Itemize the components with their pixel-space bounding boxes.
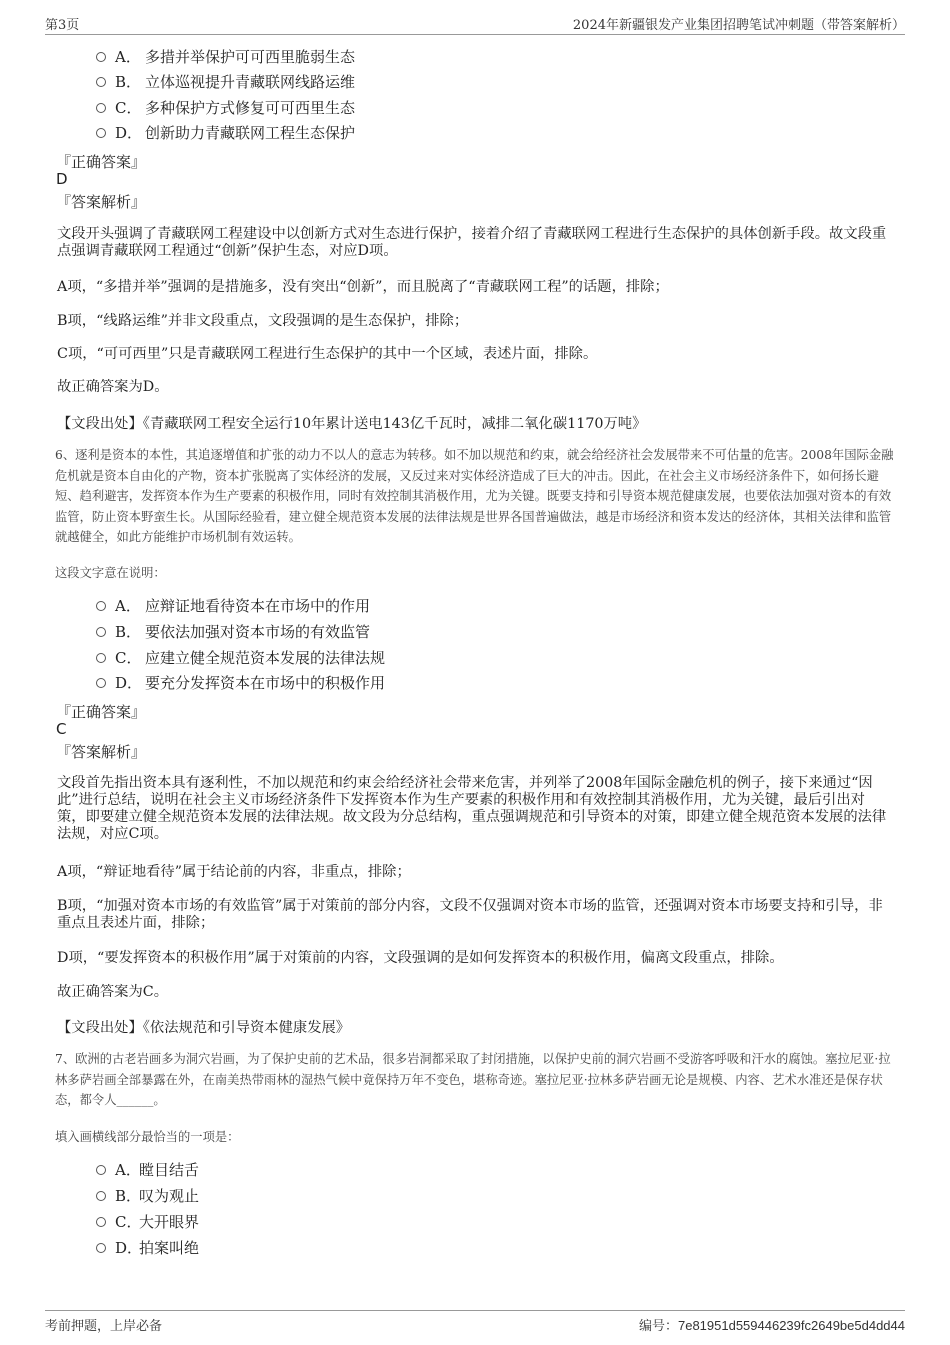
q6-analysis-p5: 故正确答案为C。 <box>57 984 169 1000</box>
q6-option-c[interactable]: C． 应建立健全规范资本发展的法律法规 <box>96 647 385 669</box>
q6-option-a[interactable]: A． 应辩证地看待资本在市场中的作用 <box>96 595 370 617</box>
q6-option-b[interactable]: B． 要依法加强对资本市场的有效监管 <box>96 621 370 643</box>
q5-option-a[interactable]: A． 多措并举保护可可西里脆弱生态 <box>96 46 355 68</box>
q6-option-d[interactable]: D． 要充分发挥资本在市场中的积极作用 <box>96 672 385 694</box>
q6-analysis-p4: D项，“要发挥资本的积极作用”属于对策前的内容，文段强调的是如何发挥资本的积极作用，偏离文段重点，排除。 <box>57 950 784 966</box>
radio-icon[interactable] <box>96 1243 106 1253</box>
q7-option-a[interactable]: A．瞠目结舌 <box>96 1159 199 1181</box>
q5-answer: D <box>56 170 68 188</box>
radio-icon[interactable] <box>96 653 106 663</box>
q5-analysis-p4: C项，“可可西里”只是青藏联网工程进行生态保护的其中一个区域，表述片面，排除。 <box>57 346 598 362</box>
q5-analysis-p5: 故正确答案为D。 <box>57 379 169 395</box>
q6-question: 6、逐利是资本的本性，其追逐增值和扩张的动力不以人的意志为转移。如不加以规范和约束，就会给经济社会发展带来不可估量的危害。2008年国际金融危机就是资本自由化的产物，资本扩张脱离了实体经济的发展，又反过来对实体经济造成了巨大的冲击。因此，在社会主义市场经济条件下，如何扬长避短、趋利避害，发挥资本作为生产要素的积极作用，同时有效控制其消极作用，尤为关键。既要支持和引导资本规范健康发展，也要依法加强对资本的有效监管，防止资本野蛮生长。从国际经验看，建立健全规范资本发展的法律法规是世界各国普遍做法，越是市场经济和资本发达的经济体，其相关法律和监管就越健全，如此方能维护市场机制有效运转。 <box>55 448 894 544</box>
q6-analysis-label: 『答案解析』 <box>56 743 147 761</box>
q6-analysis-p3: B项，“加强对资本市场的有效监管”属于对策前的部分内容，文段不仅强调对资本市场的监管，还强调对资本市场要支持和引导，非重点且表述片面，排除； <box>57 898 883 931</box>
q5-analysis-p2: A项，“多措并举”强调的是措施多，没有突出“创新”，而且脱离了“青藏联网工程”的话题，排除； <box>57 279 669 295</box>
q5-answer-label: 『正确答案』 <box>56 153 147 171</box>
q6-answer-label: 『正确答案』 <box>56 703 147 721</box>
q5-option-c[interactable]: C． 多种保护方式修复可可西里生态 <box>96 97 355 119</box>
q5-option-d[interactable]: D． 创新助力青藏联网工程生态保护 <box>96 122 355 144</box>
q7-question: 7、欧洲的古老岩画多为洞穴岩画，为了保护史前的艺术品，很多岩洞都采取了封闭措施，以保护史前的洞穴岩画不受游客呼吸和汗水的腐蚀。塞拉尼亚·拉林多萨岩画全部暴露在外，在南美热带雨林的湿热气候中竟保持万年不变色，堪称奇迹。塞拉尼亚·拉林多萨岩画无论是规模、内容、艺术水准还是保存状态，都令人______。 <box>55 1052 891 1107</box>
q5-analysis-p3: B项，“线路运维”并非文段重点，文段强调的是生态保护，排除； <box>57 313 469 329</box>
q7-prompt: 填入画横线部分最恰当的一项是： <box>55 1130 240 1144</box>
radio-icon[interactable] <box>96 1191 106 1201</box>
radio-icon[interactable] <box>96 77 106 87</box>
q5-analysis-label: 『答案解析』 <box>56 193 147 211</box>
page-header <box>45 14 905 35</box>
page-footer <box>45 1310 905 1335</box>
radio-icon[interactable] <box>96 627 106 637</box>
q5-analysis-p1: 文段开头强调了青藏联网工程建设中以创新方式对生态进行保护，接着介绍了青藏联网工程进行生态保护的具体创新手段。故文段重点强调青藏联网工程通过“创新”保护生态，对应D项。 <box>57 226 887 259</box>
radio-icon[interactable] <box>96 128 106 138</box>
footer-slogan: 考前押题，上岸必备 <box>45 1319 163 1334</box>
radio-icon[interactable] <box>96 103 106 113</box>
radio-icon[interactable] <box>96 1165 106 1175</box>
document-title: 2024年新疆银发产业集团招聘笔试冲刺题（带答案解析） <box>572 18 905 33</box>
q7-option-d[interactable]: D．拍案叫绝 <box>96 1237 199 1259</box>
radio-icon[interactable] <box>96 1217 106 1227</box>
q7-option-b[interactable]: B．叹为观止 <box>96 1185 199 1207</box>
document-code: 编号：7e81951d559446239fc2649be5d4dd44 <box>638 1318 905 1333</box>
page-number: 第3页 <box>45 18 80 33</box>
radio-icon[interactable] <box>96 678 106 688</box>
q6-source: 【文段出处】《依法规范和引导资本健康发展》 <box>57 1020 351 1036</box>
radio-icon[interactable] <box>96 52 106 62</box>
radio-icon[interactable] <box>96 601 106 611</box>
q6-prompt: 这段文字意在说明： <box>55 566 166 580</box>
q6-answer: C <box>56 720 67 738</box>
q5-option-b[interactable]: B． 立体巡视提升青藏联网线路运维 <box>96 71 355 93</box>
q6-analysis-p1: 文段首先指出资本具有逐利性，不加以规范和约束会给经济社会带来危害，并列举了2008年国际金融危机的例子，接下来通过“因此”进行总结，说明在社会主义市场经济条件下发挥资本作为生产要素的积极作用和有效控制其消极作用，尤为关键，最后引出对策，即要建立健全规范资本发展的法律法规。故文段为分总结构，重点强调规范和引导资本的对策，即建立健全规范资本发展的法律法规，对应C项。 <box>57 775 887 842</box>
q5-source: 【文段出处】《青藏联网工程安全运行10年累计送电143亿千瓦时，减排二氧化碳1170万吨》 <box>57 416 647 432</box>
q6-analysis-p2: A项，“辩证地看待”属于结论前的内容，非重点，排除； <box>57 864 411 880</box>
q7-option-c[interactable]: C．大开眼界 <box>96 1211 199 1233</box>
